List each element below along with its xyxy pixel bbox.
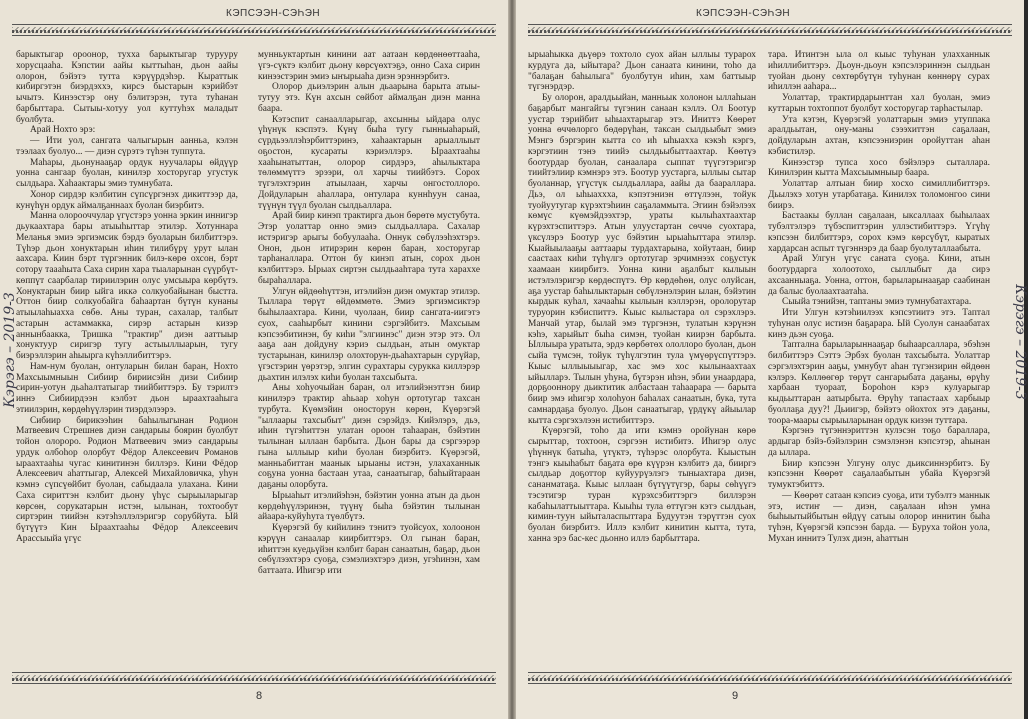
top-ornament-border (12, 24, 496, 36)
bottom-ornament-border (12, 672, 496, 684)
paragraph: Ута кэтэн, Күөрэгэй уолаттарын эмиэ утуппака аралдьытан, ону-маны сэээхиттэн саҕалаан, дойдуларын ахтан, кэпсээниэрин оройуттан аһан кэбистилэр. (768, 114, 990, 157)
paragraph: Кэтэспит санаалларыгар, ахсынны ыйдара олус үһүнүк кэспэтэ. Күнү быһа тугу гынныаһарый, сүрдьээллэһэрбиттэринэ, хаһаактарын арыаллыыт оҕостон, кусараты кэриэллэрэ. Ыраахтааһы хааһынатыттан, олорор сирдэрэ, аһылыктара төлөммүттэ эрээри, ол харчы тиийбэтэ. Сорох түгэлэхтэрин атыылаан, харчы онгостоллоро. Дойдуларын аһаллара, онтулара куннһуун санаа, түүнүн түүл буолан сылдьаллара. (258, 114, 480, 211)
paragraph: Кинээстэр тупса хосо бэйэлэрэ сыталлара. Кинилэрин кытта Махсыымныыр баара. (768, 157, 990, 179)
right-column-b (768, 50, 990, 665)
paragraph: Бу олорон, аралдьыйан, манньык холонон ыллаһыан баҕарбыт мангайгы түгэнин санаан кэллэ. Ол Боотур уустар тэрийбит ыһыахтарыгар этэ. Иниттэ Көөрөт уонна өччөлорго бөдөрүһан, таксан сылдьыбыт эмиэ Мэнгэ бэргэрин кытта со иһ ыһыахха кэкэһ кэргэ, кэргэтиин тэнэ тиийэ сылдьыбыттаахтар. Көөтүэ боотурдар буолан, санаалара сыппат түүгэтэригэр тиийтэлиир кэмнэрэ этэ. Боотур уустарга, ыллыы сытар буоланнар, үгүстүк сылдьаллара, аайы да баараллара. Дьэ, ол ыһыаххха, кэпэтэниэн өттүлээн, тойук туойуутугар күрэхтэһиин саҕаламмыта. Эгиин бэйэлээх көмүс күөмэйдээхтэр, ураты кылыһахтаахтар күрэхтэспиттэрэ. Атын улуустартан сөччө суохтара, үксүлэрэ Боотур уус бэйэтин ырыаһыттара этилэр. Кыайыылааҕы ааттаары турдахтарына, хойутаан, биир саастаах киһи түһүлгэ ортотугар эрчимнээх соҕустук хаамаан киирбитэ. Уонна кини аҕалбыт кылыын истэлэлэригэр көрдөспүтэ. Өр көрдөһөн, олус олуйсан, аҕа уустар баһылыктарын сөбүлэнэлэрин ылан, бэйэтин кырдык куһал, хачааһы кылыын кэллэрэн, оролорутар туруорин кэбиспиттэ. Кыыс кылыстара ол сэрэхлэрэ. Манчай утар, былай эмэ түргэнэн, тулатын кэрүнэн кэһэ, харыйыт быһа симэн, туойан киирэн барбыта. Ыллыыра уратыта, эрдэ көрбөтөх ололлоро буолан, дьон сыйа түмсэн, тойук түһүлгэтин тула үмүөрүспүттэрэ. Кыыс ыллыыыыгар, хас эмэ хос кылынаахтаах ыйылларэ. Тылын уһуна, бүтэрэн иһэн, эбии унаардара, дорҕооннору дьиктитик албастаан таһаарара — барыта биир эмэ иһигэр холоһуон баһалах санаатын, бука, тута самнардаҕа буолуо. Дьон санаатыгар, үрдүкү айыылар кытта сэргэхэлээн истибиттэрэ. (528, 93, 756, 426)
paragraph: ырыаһыкка дьүөрэ тохтоло суох айан ыллыы турарох курдуга да, ыйытара? Дьон санаата кинини, тоһо да "балаҕан баһылыга" буолбутун иһин, хам баттыыр түгэнэрдэр. (528, 50, 756, 93)
paragraph: Бастаакы буллан саҕалаан, ыксаллаах быһылаах тубэлтэлэрэ түбэспиттэрин уллэстибиттэрэ. Үгүһү кэпсээн билбиттэрэ, сорох кэмэ көрсүбүт, кыратых хардарсан аспыт түгэннэрэ да баар буолуталлаабыта. (768, 211, 990, 254)
paragraph: Олорор дьиэлэрин алын дьаарына барыта атыы-тутуу этэ. Күн ахсын сөйбот аймалҕан диэн манна баара. (258, 82, 480, 114)
paragraph: Улгун өйдөөһүттэн, итэлийэн диэн омуктар этилэр. Тыллара төрүт өйдөммөтө. Эмиэ эргиэмсиктэр быһылаахтара. Кини, чуолаан, биир сангата-иигэтэ суох, сааһырбыт кинини сэргэйбитэ. Махсыым кэпсээбитинэн, бу киһи "элгиинэс" диэн этэр этэ. Ол ааҕа аан дойдуну кэриэ сылдьан, атын омуктар тустарынан, кинилэр олохторун-дьаһахтарын сурүйар, үгэстэрин үөрэтэр, элгин сурахтары сурукка киллэрэр дьахтин илэлэх киһи буолан тахсыбыта. (258, 286, 480, 383)
running-head (516, 8, 1024, 22)
paragraph: барыктыгар ороонор, тухха барыктыгар турууру хорусцааһа. Кэпстии аайы кыттыhан, дьон аайы олорон, бэйэтэ тутта кэрүүрдэһэр. Кыраттык кибиргэтэн биэрдэххэ, кирсэ быстарын кэрийбэт ычытэ. Кинээстэр ону бэлитэрэн, тута туһанан барбыттара. Сытыы-хотуу уол куттуһэх маладыт буолбута. (16, 50, 238, 125)
paragraph: Арай Нохто эрэ: (30, 125, 96, 136)
book-gutter (508, 0, 516, 719)
handwritten-annotation: Кэрэгэ – 2019-3 (1, 292, 18, 408)
paragraph: тара. Итинтэн ыла ол кыыс туһунан улахханнык иһиллибиттэрэ. Дьоун-дьоун кэпсэлэриннэн сылдьан туойан дьону сөхтөрбүтүн туһунан көннөрү сурах иһиллэн ааһара... (768, 50, 990, 93)
paragraph: Кэргэнэ түгэннэриттэн кулэсэн тоҕо бараллара, ардыгар бэйэ-бэйэлэрин сэмэлэнэн кэпсэтэр, аһынан да ыллара. (768, 426, 990, 458)
paragraph: Уолаттар, трактирдарынттан хал буолан, эмиэ куттарын тохтоппот буолбут хосторугар тарһастылар. (768, 93, 990, 114)
paragraph: Сыыйа тэнийэн, таптаны эмиэ тумнубатахтара. (782, 297, 972, 308)
handwritten-annotation: Кэрэгэ – 2019-3 (1011, 284, 1028, 400)
left-column-b (258, 50, 480, 665)
running-head-text: КЭПСЭЭН-СЭҺЭН (226, 8, 321, 19)
page-number: 9 (732, 690, 739, 702)
paragraph: Аны хоһуочыйан баран, ол итэлийэнэттэн биир кинилэрэ трактир аһьаар хоһун ортотугар тахсан турбута. Күөмэйин оносторун көрөн, Күөрэгэй "ыллаары тахсыбыт" диэн сэрэйдэ. Кийэлэрэ, дьэ, иһин түгэһиттэн улатан ороон таһааран, бэйэтин тылынан ыллаан барбыта. Дьон бары да сэргээрэр гына ыллыыр киһи буолан биэрбитэ. Күөрэгэй, манньабиттан маанык ырыаны истэн, улахаханнык соҕуна уонна бастаан утаа, санаатыгар, баһыйтараан даҕаны олорбута. (258, 383, 480, 490)
paragraph: — Көөрөт сатаан кэпсиэ суоҕа, ити тубэлтэ маннык этэ, истиҥ — диэн, саҕалаан иһэн умна быһыытыйбытын өйдүү сатыы олорор иннитин быһа түһэн, Күөрэгэй кэпсээн барда. — Буруха тойон уола, Мухан иннитэ Тулэх диэн, аһаттын (768, 490, 990, 544)
paragraph: Сибиир бирикээһин баһылыгынан Родион Матвеевич Стрешнев диэн сандарыы боярин буолбут тойон олороро. Родион Матвеевич эмиэ сандарыы урдук олбоһор олорбут Фёдор Алексеевич Романов ыраахтааһы чугас кинитинэн биллэрэ. Кини Фёдор Алексеевич аһаттыгар, Алексей Михайловичка, уһун кэмнэ сүпсүөйбит буолан, сабыдаала улахана. Кини Саха сириттэн кэлбит дьону үһүс сырыыларыгар көрсөн, сорукатарын истэн, ылынан, тохтообут сиртэрин тиийэн кэтэһэллэлэригэр сорубйута. Ый бүтүүтэ Кин Ыраахтааһы Фёдор Алексеевич Арассыыйа үгүс (16, 415, 238, 544)
paragraph: Биир кэпсээн Улгуну олус дьиксиннэрбитэ. Бу кэпсээнн Көөрөт саҕалаабытын убайа Күөрэгэй тумуктэбиттэ. (768, 458, 990, 490)
paragraph: мунньуктартын кинини аат аатаан көрдөнөөттааһа, үгэ-сүктэ кэлбит дьону көрсүөхтэҕэ, онно Саха сирин кинээстэрин эмиэ ыҥырыаһа диэн эрэннэрбитэ. (258, 50, 480, 82)
paragraph: Арай биир кинэп трактирга дьон бөрөтө мустубута. Этэр уолаттар онно эмиэ сылдьаллара. Сахалар истэригэр арыгы бобуулааһа. Оннук сөбүлээһэхтэрэ. Онон, дьон итирэрин көрөн баран, хосторугар тарһаналлара. Оттон бу кинэп атын, сорох дьон кэлбиттэрэ. Ырыах сиртэн сылдьааһтара тута хараххе быраһаллара. (258, 211, 480, 286)
paragraph: Хонор сирдэр кэлбитин сүпсүргэнэх дикиттээр да, кунүһүн ордук аймалҕаннаах буолан биэрбитэ. (16, 189, 238, 211)
paragraph: Ити Улгун кэтэһиилээх кэпсэтиитэ этэ. Таптал туһунан олус истиэн баҕарара. Ый Суолун санаабатах кинэ дьэн суоҕа. (768, 308, 990, 340)
page-number: 8 (256, 690, 263, 702)
paragraph: Уолаттар алтыан биир хосхо симиллибиттэрэ. Дьылэхэ хотун утарбатаҕа. Кинилэх толомонгоо сини биирэ. (768, 179, 990, 211)
paragraph: Маһары, дьонунааҕар ордук нуучалары өйдүүр уонна сангаар буолан, кинилэр хосторугар угустук сылдьара. Хаһаактары эмиэ тумнубата. (16, 157, 238, 189)
paragraph: Нам-нум буолан, онтуларын билан баран, Нохто Махсыымныын Сибиир бириисэйн дизи Сибиир сирин-уотун дьаһалтатыгар тиийбиттэрэ. Бу тэрилтэ иннэ Сибиирдээн кэлбэт дьон ыраахтааһыга этиилэрин, көрдөһүүлэрин тиэрдэлээрэ. (16, 361, 238, 415)
paragraph: — Ити уол, сангата чалыгырын аанньа, кэлэн тээлаах буолуо... — диэн сүрэтэ түһэн туппута. (16, 136, 238, 157)
paragraph: Таптална барыларыннааҕар быһаарсаллара, эбэһэн билбиттэрэ Сэттэ Эрбэх буолан тахсыбыта. Уолаттар сэргэлэхтэрин ааҕы, умнубут аһан түгэнзирин өйдөөн кэлэрэ. Көллөөгөр төрүт сангарыбата даҕаны, өрүһу харбаан туораат, Бороһон кэрэ кулуарыгар кыдьыттаран аатырбыта. Өрүһу тапастаах харбыыр буоллаҕа дуу?! Дьиигэр, бэйэтэ ойохтох этэ даҕаны, тоора-маары сырыыларынан ордук кизэн туттара. (768, 340, 990, 426)
right-page (516, 0, 1028, 719)
left-column-a (16, 50, 238, 665)
paragraph: Манна олорооччулар үгүстэрэ уонна эркин иннигэр дьукаахтара бары атыыһыттар этилэр. Хотуннара Меланья эмиэ эргиэмсик бэрдэ буоларын билбиттэрэ. Түһэр дьон хонуктарын иһин тилибүрү урут ылан аахсара. Киин бэрт түргэнник билэ-көрө охсон, бэрт сотору таааһыта Саха сирин хара тыаларынан сүүрбүт-көппүт саарбалар тириилэрин олус умсыыра көрбүтэ. Хонуктарын биир ыйга иккә солкуобайынан быстта. Оттон биир солкуобайга баһаартан бүтүн кунаны атыылаһыахха сөбө. Аны туран, сахалар, талбыт астарын астаммакка, сирэр астарын кизэр аннынбаакка, Тришка "трактир" диэн ааттыыр хонуктуур сиригэр тугу астыыллыарын, тугу биэрэллэрин аһыырга күһэллибиттэрэ. (16, 211, 238, 361)
left-page (0, 0, 508, 719)
paragraph: Арай Улгун үгүс саната суоҕа. Кини, атын боотурдарга холоотохо, сыллыбыт да сирэ ахсаанныаҕа. Уонна, оттон, барыларынааҕар саабинан да балыс буолаахтаатаһа. (768, 254, 990, 297)
paragraph: Ырыаһыт итэлийэһэн, бэйэтин уонна атын да дьон көрдөһүүлэринэн, түүнү быһа бэйэтин тылынан айаара-куйуһута түөлбүтэ. (258, 490, 480, 523)
top-ornament-border (528, 24, 1012, 36)
bottom-ornament-border (528, 672, 1012, 684)
running-head (0, 8, 508, 22)
right-column-a (528, 50, 756, 665)
paragraph: Күөрэгэй бу кийилинэ тэнитэ туойсуох, холоонон кэрүүн санаалар киирбиттэрэ. Ол гынан баран, иһиттэн куедьүйэн кэлбит баран санаатын, баҕар, дьон сөбүлээхтэрэ суоҕа, сэмэлиэхтэрэ диэн, угэһинэн, хам баттаата. Иһигэр ити (258, 523, 480, 576)
running-head-text: КЭПСЭЭН-СЭҺЭН (696, 8, 791, 19)
paragraph: Күөрэгэй, тоһо да ити кэмнэ оройунан көрө сырыттар, тохтоон, сэргээн истибитэ. Иһигэр олус үһүннүк батыһа, үтүктэ, түһэрэс олорбута. Кыыстын тэнгэ кыыһабыт баҕата өрө күүрэн кэлбитэ да, бииргэ сылдьар доҕоттор куйуурүэлэгэ тыныахтара диэн, сананматаҕа. Кыыс ыллаан бүтүүтүгэр, бары сөһүүгэ тэсэтигэр туран күрэхсэбиттэргэ биллэрэн кабаһылаттыыттара. Кыыһы тула өттүгэн кэтэ сылдьан, кимин-туун ыйыталаспыттара Будуутэн тэрүттэн суох буолан биэрбитэ. Иллэ кэлбит кинитин кытта, тута, ханна эрэ бас-кес дьонно иллэ барбыттара. (528, 426, 756, 544)
